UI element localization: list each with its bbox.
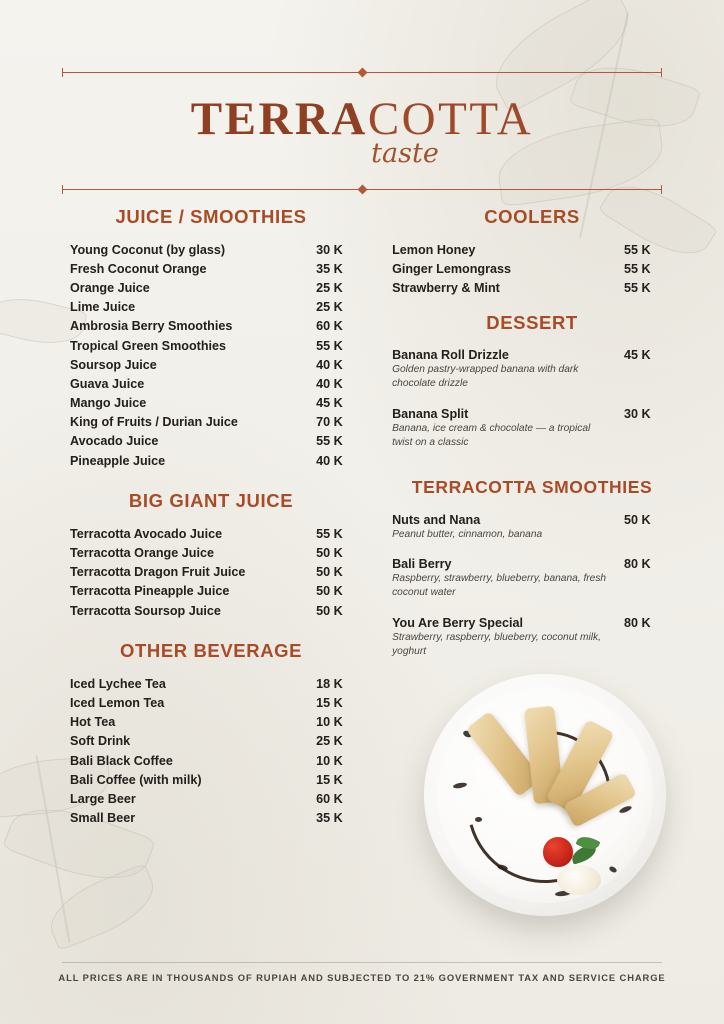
menu-item-name: Ambrosia Berry Smoothies	[70, 319, 233, 334]
brand-tagline: taste	[371, 138, 439, 169]
menu-item-price: 55 K	[316, 338, 343, 353]
menu-item-price: 40 K	[316, 453, 343, 468]
menu-item	[58, 432, 364, 451]
menu-item	[58, 336, 364, 355]
menu-item-price: 40 K	[316, 357, 343, 372]
section-items-other-beverage	[58, 674, 364, 828]
menu-item	[58, 732, 364, 751]
section-items-big-giant-juice	[58, 524, 364, 620]
menu-item-name: Bali Berry	[392, 557, 452, 572]
menu-item-price: 30 K	[624, 406, 651, 421]
menu-item-name: King of Fruits / Durian Juice	[70, 415, 238, 430]
header-rule-bottom	[62, 189, 662, 190]
brand-name-bold: TERRA	[190, 93, 368, 145]
menu-item-name: Iced Lemon Tea	[70, 695, 165, 710]
menu-item-name: Pineapple Juice	[70, 453, 166, 468]
menu-item-name: Terracotta Orange Juice	[70, 546, 214, 561]
header-rule-top	[62, 72, 662, 73]
menu-item-name: Tropical Green Smoothies	[70, 338, 227, 353]
section-title-coolers: COOLERS	[484, 206, 580, 227]
menu-item-block	[392, 613, 672, 659]
menu-item-description: Peanut butter, cinnamon, banana	[392, 528, 543, 540]
menu-item-name: You Are Berry Special	[392, 616, 523, 631]
menu-item-name: Bali Coffee (with milk)	[70, 772, 202, 787]
section-spacer	[58, 470, 364, 490]
menu-item-price: 15 K	[316, 772, 343, 787]
section-title-big-giant-juice: BIG GIANT JUICE	[128, 490, 294, 512]
menu-item	[58, 394, 364, 413]
menu-item	[58, 451, 364, 470]
menu-item	[392, 278, 672, 297]
menu-item-price: 35 K	[316, 811, 343, 826]
section-items-juice-smoothies	[58, 240, 364, 470]
menu-item	[58, 259, 364, 278]
menu-item-price: 18 K	[316, 676, 343, 691]
footer-divider	[62, 962, 662, 963]
section-title-dessert: DESSERT	[486, 311, 578, 333]
menu-column-left	[58, 206, 364, 828]
menu-item-name: Terracotta Avocado Juice	[70, 526, 223, 541]
menu-item	[392, 555, 672, 573]
section-items-coolers	[392, 240, 672, 298]
menu-item-description: Strawberry, raspberry, blueberry, coconut milk, yoghurt	[392, 632, 601, 658]
menu-item	[58, 751, 364, 770]
menu-item-price: 35 K	[316, 261, 343, 276]
menu-item-price: 45 K	[316, 396, 343, 411]
rule-tick-left-icon	[62, 185, 63, 194]
menu-item-price: 40 K	[316, 376, 343, 391]
section-title-other-beverage: OTHER BEVERAGE	[119, 640, 303, 662]
menu-item-name: Large Beer	[70, 791, 136, 806]
menu-item-block	[392, 346, 672, 392]
rule-tick-left-icon	[62, 68, 63, 77]
menu-item	[58, 413, 364, 432]
rule-tick-right-icon	[661, 185, 662, 194]
menu-item-name: Mango Juice	[70, 396, 147, 411]
menu-item	[392, 259, 672, 278]
menu-item-block	[392, 510, 672, 542]
menu-item-price: 50 K	[316, 565, 343, 580]
section-spacer	[58, 620, 364, 640]
footer-note: ALL PRICES ARE IN THOUSANDS OF RUPIAH AND SUBJECTED TO 21% GOVERNMENT TAX AND SERVICE CHARGE	[58, 972, 666, 983]
menu-item-price: 80 K	[624, 557, 651, 572]
menu-item	[392, 510, 672, 528]
menu-item-name: Terracotta Pineapple Juice	[70, 584, 230, 599]
menu-item-name: Guava Juice	[70, 376, 145, 391]
menu-item-name: Young Coconut (by glass)	[70, 242, 226, 257]
menu-item-name: Hot Tea	[70, 715, 116, 730]
menu-item	[58, 543, 364, 562]
menu-item-price: 25 K	[316, 734, 343, 749]
menu-item	[58, 374, 364, 393]
menu-item-price: 10 K	[316, 715, 343, 730]
menu-item-name: Lime Juice	[70, 300, 136, 315]
menu-item	[392, 404, 672, 422]
menu-item-name: Banana Split	[392, 406, 469, 421]
menu-item-name: Banana Roll Drizzle	[392, 348, 509, 363]
menu-item	[58, 298, 364, 317]
section-title-juice-smoothies: JUICE / SMOOTHIES	[115, 206, 307, 227]
menu-item	[58, 582, 364, 601]
menu-item	[58, 355, 364, 374]
menu-item	[58, 789, 364, 808]
brand-header	[0, 92, 724, 169]
menu-item-price: 50 K	[624, 512, 651, 527]
menu-item-description: Golden pastry-wrapped banana with dark chocolate drizzle	[392, 364, 579, 390]
menu-item	[392, 613, 672, 631]
menu-item-name: Bali Black Coffee	[70, 753, 173, 768]
menu-item-name: Small Beer	[70, 811, 136, 826]
menu-item-name: Ginger Lemongrass	[392, 261, 512, 276]
menu-item-price: 60 K	[316, 319, 343, 334]
menu-item-name: Nuts and Nana	[392, 512, 481, 527]
menu-item-price: 55 K	[624, 242, 651, 257]
menu-item	[58, 713, 364, 732]
menu-item-price: 70 K	[316, 415, 343, 430]
menu-item-name: Lemon Honey	[392, 242, 476, 257]
whipped-cream-icon	[557, 865, 601, 895]
menu-item-price: 55 K	[316, 434, 343, 449]
menu-item-name: Terracotta Dragon Fruit Juice	[70, 565, 246, 580]
menu-item-block	[392, 404, 672, 450]
menu-item	[58, 278, 364, 297]
menu-item-price: 25 K	[316, 300, 343, 315]
menu-item-price: 55 K	[316, 526, 343, 541]
plate-inner-shape	[437, 687, 653, 903]
menu-item-name: Terracotta Soursop Juice	[70, 603, 221, 618]
menu-item-name: Iced Lychee Tea	[70, 676, 166, 691]
menu-item	[58, 601, 364, 620]
menu-item	[392, 346, 672, 364]
menu-item-name: Strawberry & Mint	[392, 280, 500, 295]
rule-tick-right-icon	[661, 68, 662, 77]
menu-item	[58, 770, 364, 789]
menu-item-name: Fresh Coconut Orange	[70, 261, 207, 276]
menu-item	[58, 809, 364, 828]
menu-item	[58, 317, 364, 336]
menu-item-price: 80 K	[624, 616, 651, 631]
menu-item-price: 15 K	[316, 695, 343, 710]
dessert-photo	[424, 674, 666, 916]
menu-item-price: 55 K	[624, 261, 651, 276]
menu-item-name: Soursop Juice	[70, 357, 157, 372]
menu-item	[392, 240, 672, 259]
section-title-terracotta-smoothies: TERRACOTTA SMOOTHIES	[411, 477, 653, 498]
brand-name-light: COTTA	[367, 93, 534, 145]
section-spacer	[392, 298, 672, 312]
menu-item-price: 10 K	[316, 753, 343, 768]
menu-item-block	[392, 555, 672, 601]
menu-item-price: 55 K	[624, 280, 651, 295]
menu-item	[58, 524, 364, 543]
menu-item-price: 45 K	[624, 348, 651, 363]
menu-item-name: Soft Drink	[70, 734, 131, 749]
menu-item	[58, 693, 364, 712]
diamond-ornament-icon	[357, 67, 367, 77]
chocolate-splatter-icon	[608, 865, 617, 873]
section-spacer	[392, 463, 672, 477]
menu-item-price: 50 K	[316, 603, 343, 618]
menu-item-price: 50 K	[316, 546, 343, 561]
menu-item	[58, 240, 364, 259]
menu-item-price: 50 K	[316, 584, 343, 599]
menu-item-price: 60 K	[316, 791, 343, 806]
strawberry-icon	[543, 837, 573, 867]
menu-item-name: Avocado Juice	[70, 434, 159, 449]
menu-item	[58, 674, 364, 693]
menu-item-price: 30 K	[316, 242, 343, 257]
menu-item-price: 25 K	[316, 280, 343, 295]
menu-item-description: Banana, ice cream & chocolate — a tropical twist on a classic	[392, 422, 591, 448]
menu-item-name: Orange Juice	[70, 280, 150, 295]
diamond-ornament-icon	[357, 184, 367, 194]
menu-item	[58, 563, 364, 582]
menu-item-description: Raspberry, strawberry, blueberry, banana, fresh coconut water	[392, 573, 607, 599]
chocolate-splatter-icon	[453, 782, 468, 789]
